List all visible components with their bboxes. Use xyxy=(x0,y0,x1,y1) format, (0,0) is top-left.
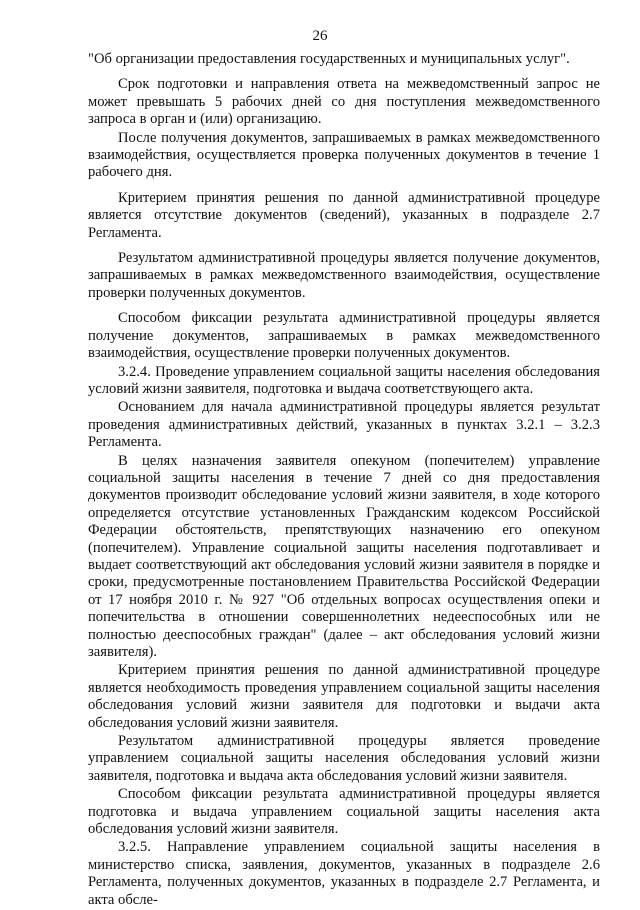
paragraph: Срок подготовки и направления ответа на межведомственный запрос не может превышать 5 рабочих дней со дня поступления межведомственного запроса в орган и (или) организацию. xyxy=(88,76,600,128)
paragraph: Способом фиксации результата административной процедуры является получение документов, запрашиваемых в рамках межведомственного взаимодействия, осуществление проверки полученных документов. xyxy=(88,310,600,362)
section-heading-3-2-4: 3.2.4. Проведение управлением социальной защиты населения обследования условий жизни заявителя, подготовка и выдача соответствующего акта. xyxy=(88,363,600,397)
paragraph: Критерием принятия решения по данной административной процедуре является необходимость проведения управлением социальной защиты населения обследования условий жизни заявителя для подготовки и выдачи акта обследования условий жизни заявителя. xyxy=(88,662,600,731)
paragraph: Критерием принятия решения по данной административной процедуре является отсутствие документов (сведений), указанных в подразделе 2.7 Регламента. xyxy=(88,189,600,241)
paragraph: Способом фиксации результата административной процедуры является подготовка и выдача управлением социальной защиты населения акта обследования условий жизни заявителя. xyxy=(88,786,600,838)
document-body xyxy=(88,51,600,910)
paragraph: Результатом административной процедуры является проведение управлением социальной защиты населения обследования условий жизни заявителя, подготовка и выдача акта обследования условий жизни заявителя. xyxy=(88,733,600,784)
page-number: 26 xyxy=(312,28,328,44)
paragraph: После получения документов, запрашиваемых в рамках межведомственного взаимодействия, осуществляется проверка полученных документов в течение 1 рабочего дня. xyxy=(88,129,600,181)
paragraph: В целях назначения заявителя опекуном (попечителем) управление социальной защиты населения в течение 7 дней со дня предоставления документов производит обследование условий жизни заявителя, в ходе которого определяется отсутствие установленных Гражданским кодексом Российской Федерации обстоятельств, препятствующих назначению его опекуном (попечителем). Управление социальной защиты населения подготавливает и выдает соответствующий акт обследования условий жизни заявителя в порядке и сроки, предусмотренные постановлением Правительства Российской Федерации от 17 ноября 2010 г. № 927 "Об отдельных вопросах осуществления опеки и попечительства в отношении совершеннолетних недееспособных или не полностью дееспособных граждан" (далее – акт обследования условий жизни заявителя). xyxy=(88,452,600,660)
paragraph: Основанием для начала административной процедуры является результат проведения административных действий, указанных в пунктах 3.2.1 – 3.2.3 Регламента. xyxy=(88,399,600,451)
section-heading-3-2-5: 3.2.5. Направление управлением социальной защиты населения в министерство списка, заявления, документов, указанных в подразделе 2.6 Регламента, полученных документов, указанных в подразделе 2.7 Регламента, и акта обсле- xyxy=(88,839,600,908)
paragraph: Результатом административной процедуры является получение документов, запрашиваемых в рамках межведомственного взаимодействия, осуществление проверки полученных документов. xyxy=(88,250,600,301)
paragraph: "Об организации предоставления государственных и муниципальных услуг". xyxy=(88,51,570,67)
